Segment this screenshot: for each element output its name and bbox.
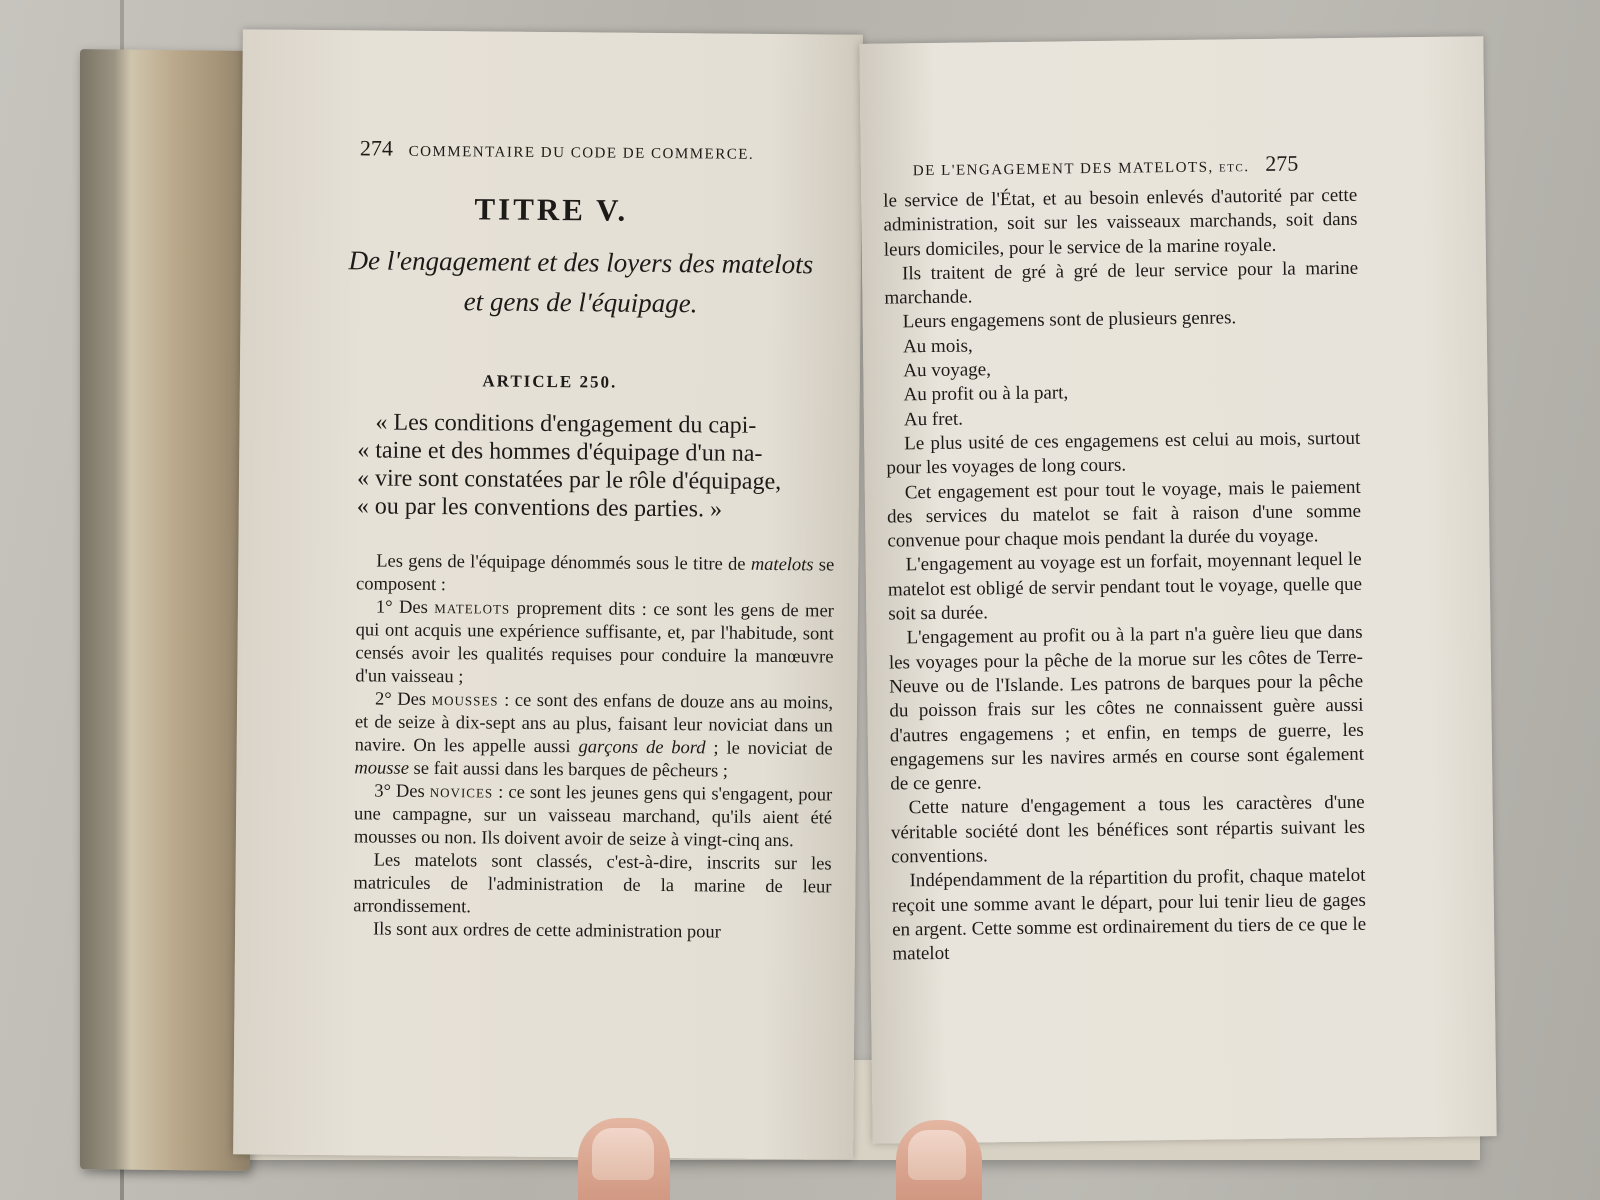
paragraph: Ils traitent de gré à gré de leur service pour la marine marchande. [884,257,1359,309]
left-running-head: COMMENTAIRE DU CODE DE COMMERCE. [408,143,755,163]
smallcaps-term: novices [429,781,494,803]
paragraph: le service de l'État, et au besoin enlevés d'autorité par cette administration, soit sur les vaisseaux marchands, soit dans leurs domiciles, pour le service de la marine royale. [883,184,1358,261]
paragraph-matelots [355,596,834,692]
paragraph: Cette nature d'engagement a tous les caractères d'une véritable société dont les bénéfices sont répartis suivant les conventions. [890,792,1366,868]
text-run: 3° Des [374,781,430,802]
paragraph: Indépendamment de la répartition du profit, chaque matelot reçoit une somme avant le départ, pour lui tenir lieu de gages en argent. Cette somme est ordinairement du tiers de ce que le matelot [891,865,1367,965]
paragraph: Le plus usité de ces engagemens est celui au mois, surtout pour les voyages de long cours. [886,427,1361,479]
right-thumb [896,1120,982,1200]
paragraph-mousses [354,688,833,784]
text-run: : ce sont des enfans de douze ans au moins, et de seize à dix-sept ans au plus, faisant leur noviciat dans un navire. On les appelle aussi [354,690,834,758]
titre-subtitle [330,240,831,324]
paragraph-novices [354,780,833,853]
right-running-header [913,151,1299,182]
paragraph: L'engagement au profit ou à la part n'a guère lieu que dans les voyages pour la pêche de la morue sur les côtes de Terre-Neuve ou de l'Islande. Les patrons de barques pour la pêche du poisson frais sur les côtes ne connaissent guère aussi d'autres engagemens ; et enfin, en temps de guerre, les engagemens sur les navires armés en course sont également de ce genre. [888,622,1365,795]
article-heading: ARTICLE 250. [482,371,618,392]
article-line-3: « vire sont constatées par le rôle d'équipage, [356,465,782,496]
paragraph: L'engagement au voyage est un forfait, moyennant lequel le matelot est obligé de servir pendant tout le voyage, quelle que soit sa durée. [887,549,1363,625]
left-running-header [360,135,755,164]
article-text [357,408,836,524]
thumbnail [908,1130,966,1180]
text-run: se composent : [355,555,835,596]
titre-heading: TITRE V. [474,191,629,228]
list-item: Au voyage, [903,359,992,382]
left-page-number: 274 [359,135,393,161]
text-run: Les gens de l'équipage dénommés sous le titre de [376,551,751,575]
article-line-1: « Les conditions d'engagement du capi- [375,409,757,439]
subtitle-line-2: et gens de l'équipage. [463,286,698,319]
text-run: 2° Des [374,689,432,710]
article-line-2: « taine et des hommes d'équipage d'un na- [357,437,763,467]
left-body-text [353,550,834,945]
left-page [233,29,863,1159]
italic-term: mousse [354,758,410,779]
text-run: 1° Des [375,597,435,619]
smallcaps-term: matelots [434,598,511,619]
text-run: : ce sont les jeunes gens qui s'engagent, pour une campagne, sur un vaisseau marchand, qu'ils aient été mousses ou non. Ils doivent avoir de seize à vingt-cinq ans. [353,782,833,852]
right-running-head: DE L'ENGAGEMENT DES MATELOTS, etc. [912,159,1250,180]
text-run: proprement dits : ce sont les gens de mer qui ont acquis une expérience suffisante, et, par l'habitude, sont censés avoir les qualités requises pour conduire la manœuvre d'un vaisseau ; [355,598,834,688]
italic-term: matelots [750,554,814,576]
right-body-text [883,184,1366,967]
paragraph [356,550,834,600]
paragraph: Leurs engagemens sont de plusieurs genres. [902,307,1237,333]
list-item: Au mois, [902,335,973,358]
article-line-4: « ou par les conventions des parties. » [356,493,723,523]
text-run: se fait aussi dans les barques de pêcheurs ; [408,758,729,782]
left-thumb [578,1118,670,1200]
smallcaps-term: mousses [431,689,499,711]
paragraph: Ils sont aux ordres de cette administration pour [372,919,721,943]
italic-term: garçons de bord [578,737,706,759]
thumbnail [592,1128,654,1180]
paragraph: Cet engagement est pour tout le voyage, mais le paiement des services du matelot se fait à raison d'une somme convenue pour chaque mois pendant la durée du voyage. [886,476,1362,552]
paragraph: Les matelots sont classés, c'est-à-dire, inscrits sur les matricules de l'administration de la marine de leur arrondissement. [353,850,832,918]
text-run: ; le noviciat de [705,738,833,760]
subtitle-line-1: De l'engagement et des loyers des matelots [348,245,814,280]
book-page-edges [80,49,250,1171]
list-item: Au profit ou à la part, [903,382,1069,406]
list-item: Au fret. [903,408,964,431]
right-page-number: 275 [1265,150,1299,176]
right-page [859,36,1496,1144]
